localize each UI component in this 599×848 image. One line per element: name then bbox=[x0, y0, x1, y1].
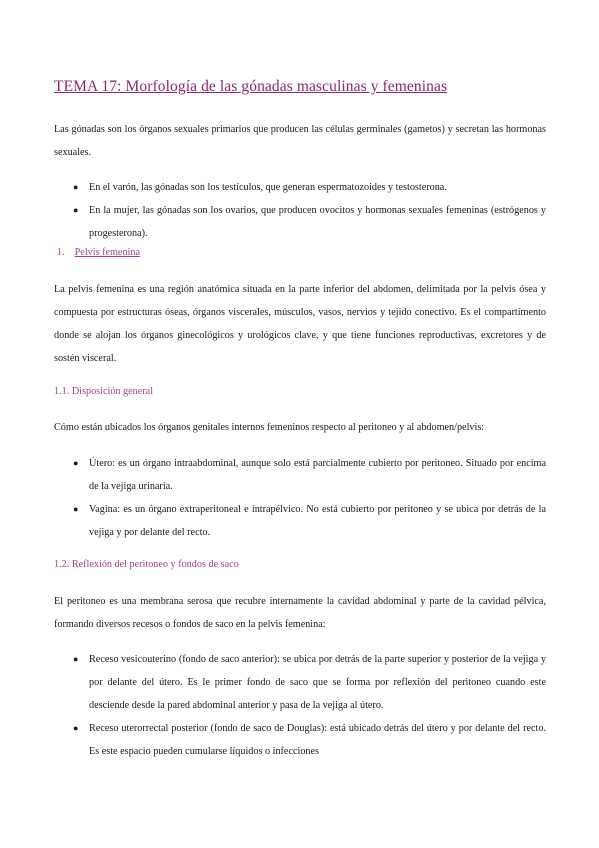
section-heading-reflexion: 1.2. Reflexión del peritoneo y fondos de saco bbox=[54, 559, 239, 570]
list-item: ● Útero: es un órgano intraabdominal, aunque solo está parcialmente cubierto por peritoneo. Situado por encima de la vejiga urinaria. bbox=[54, 452, 546, 498]
disposicion-paragraph: Cómo están ubicados los órganos genitales internos femeninos respecto al peritoneo y al abdomen/pelvis: bbox=[54, 422, 485, 433]
bullet-icon: ● bbox=[73, 182, 79, 192]
bullet-icon: ● bbox=[73, 723, 79, 733]
list-item: ● Vagina: es un órgano extraperitoneal e intrapélvico. No está cubierto por peritoneo y se ubica por detrás de la vejiga y por delante del recto. bbox=[54, 498, 546, 544]
bullet-icon: ● bbox=[73, 654, 79, 664]
peritoneo-paragraph: El peritoneo es una membrana serosa que recubre internamente la cavidad abdominal y parte de la cavidad pélvica, formando diversos recesos o fondos de saco en la pelvis femenina: bbox=[54, 596, 546, 630]
pelvis-paragraph: La pelvis femenina es una región anatómica situada en la parte inferior del abdomen, delimitada por la pelvis ósea y compuesta por estructuras óseas, órganos viscerales, músculos, vasos, nervios y tejido conectivo. Es el compartimento donde se alojan los órganos ginecológicos y urológicos clave, y que tiene funciones reproductivas, excretores y de sostén visceral. bbox=[54, 284, 546, 364]
peritoneo-bullet-list bbox=[54, 648, 546, 763]
section-heading-disposicion: 1.1. Disposición general bbox=[54, 386, 154, 397]
bullet-icon: ● bbox=[73, 205, 79, 215]
intro-bullet-list bbox=[54, 176, 546, 245]
list-item: ● En el varón, las gónadas son los testículos, que generan espermatozoides y testosterona. bbox=[54, 176, 546, 199]
list-item: ● En la mujer, las gónadas son los ovarios, que producen ovocitos y hormonas sexuales femeninas (estrógenos y progesterona). bbox=[54, 199, 546, 245]
bullet-icon: ● bbox=[73, 504, 79, 514]
page-title: TEMA 17: Morfología de las gónadas masculinas y femeninas bbox=[54, 78, 448, 95]
intro-paragraph: Las gónadas son los órganos sexuales primarios que producen las células germinales (gametos) y secretan las hormonas sexuales. bbox=[54, 124, 546, 158]
section-heading-pelvis: 1. Pelvis femenina bbox=[57, 247, 140, 258]
bullet-icon: ● bbox=[73, 458, 79, 468]
list-item: ● Receso uterorrectal posterior (fondo de saco de Douglas): está ubicado detrás del útero y por delante del recto. Es este espacio pueden cumularse líquidos o infecciones bbox=[54, 717, 546, 763]
disposicion-bullet-list bbox=[54, 452, 546, 544]
list-item: ● Receso vesicouterino (fondo de saco anterior): se ubica por detrás de la parte superior y posterior de la vejiga y por delante del útero. Es le primer fondo de saco que se forma por reflexión del peritoneo cuando este desciende desde la pared abdominal anterior y pasa de la vejiga al útero. bbox=[54, 648, 546, 717]
